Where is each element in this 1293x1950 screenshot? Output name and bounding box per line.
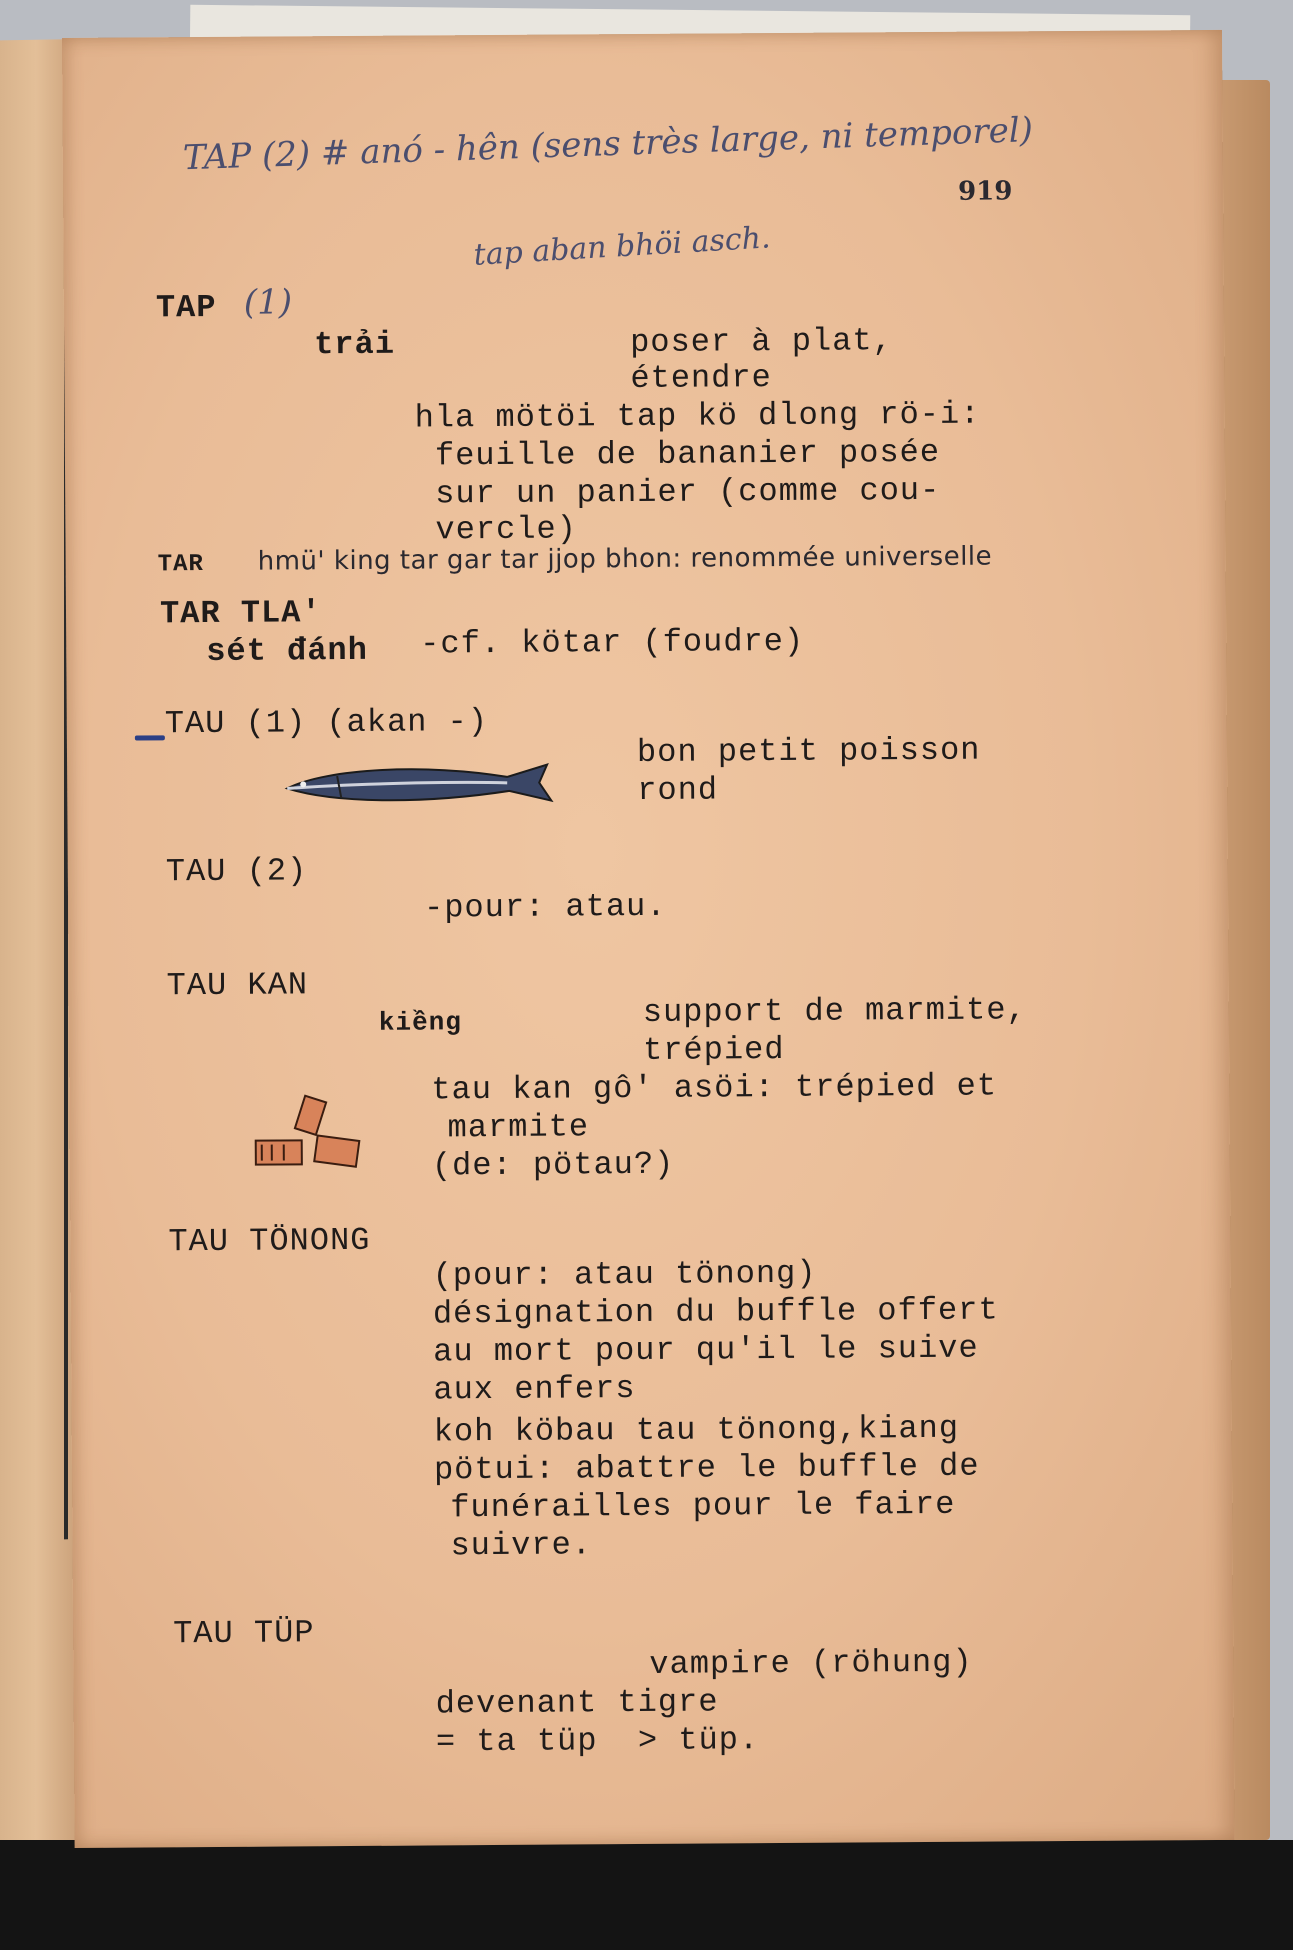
- page-number: 919: [957, 176, 1013, 207]
- gloss-tap-1: poser à plat,: [630, 322, 893, 362]
- tau-tonong-line-3: au mort pour qu'il le suive: [433, 1329, 979, 1371]
- tau-tonong-line-7: funérailles pour le faire: [450, 1485, 956, 1527]
- blue-margin-mark: [135, 735, 165, 740]
- example-tau-kan-1: tau kan gô' asöi: trépied et: [431, 1067, 998, 1109]
- table-shadow: [0, 1840, 1293, 1950]
- tau-tonong-line-2: désignation du buffle offert: [432, 1291, 999, 1333]
- tau-tonong-line-8: suivre.: [450, 1526, 593, 1565]
- headword-tau-tup: TAU TÜP: [173, 1614, 315, 1653]
- handwritten-sub-note: tap aban bhöi asch.: [472, 220, 772, 273]
- vietnamese-tap: trải: [314, 325, 396, 364]
- gloss-tau-2: -pour: atau.: [423, 887, 667, 927]
- tau-tonong-line-4: aux enfers: [433, 1370, 636, 1409]
- vietnamese-tau-kan: kiềng: [378, 1007, 463, 1038]
- tau-tonong-line-5: koh köbau tau tönong,kiang: [433, 1409, 960, 1451]
- headword-tau-2: TAU (2): [165, 852, 308, 891]
- tau-tup-line-2: devenant tigre: [435, 1683, 719, 1723]
- headword-tau-kan: TAU KAN: [166, 966, 309, 1005]
- example-tap-1: hla mötöi tap kö dlong rö-i:: [414, 395, 981, 437]
- fish-drawing: [277, 752, 567, 814]
- tau-tonong-line-1: (pour: atau tönong): [432, 1254, 817, 1295]
- headword-tau-1: TAU (1) (akan -): [164, 703, 489, 743]
- gloss-tar-tla: -cf. kötar (foudre): [420, 622, 805, 663]
- example-tap-2: feuille de bananier posée: [434, 433, 941, 475]
- three-stones-drawing: [249, 1088, 390, 1179]
- example-tap-3: sur un panier (comme cou-: [435, 471, 941, 513]
- headword-tap: TAP: [155, 288, 217, 327]
- gloss-tau-kan-2: trépied: [642, 1030, 785, 1069]
- sense-mark-tap: (1): [243, 282, 293, 323]
- headword-tau-tonong: TAU TÖNONG: [168, 1221, 371, 1261]
- handwritten-top-note: TAP (2) # anó - hên (sens très large, ni temporel): [182, 110, 1034, 179]
- headword-tar: TAR: [157, 551, 204, 579]
- tar-note-text: hmü' king tar gar tar jjop bhon: renommée universelle: [257, 541, 993, 577]
- gloss-tap-2: étendre: [630, 359, 772, 398]
- gloss-tau-1-a: bon petit poisson: [636, 731, 981, 772]
- example-tau-kan-3: (de: pötau?): [431, 1145, 675, 1185]
- tau-tup-line-1: vampire (röhung): [649, 1643, 973, 1683]
- example-tap-4: vercle): [435, 510, 577, 549]
- tau-tup-line-3: = ta tüp > tüp.: [435, 1721, 760, 1761]
- dictionary-page: [62, 30, 1235, 1848]
- headword-tar-tla: TAR TLA': [159, 594, 322, 633]
- gloss-tau-kan-1: support de marmite,: [642, 991, 1027, 1031]
- gloss-tau-1-b: rond: [637, 771, 719, 810]
- tau-tonong-line-6: pötui: abattre le buffle de: [433, 1447, 980, 1489]
- example-tau-kan-2: marmite: [447, 1108, 590, 1147]
- vietnamese-tar-tla: sét đánh: [206, 631, 369, 671]
